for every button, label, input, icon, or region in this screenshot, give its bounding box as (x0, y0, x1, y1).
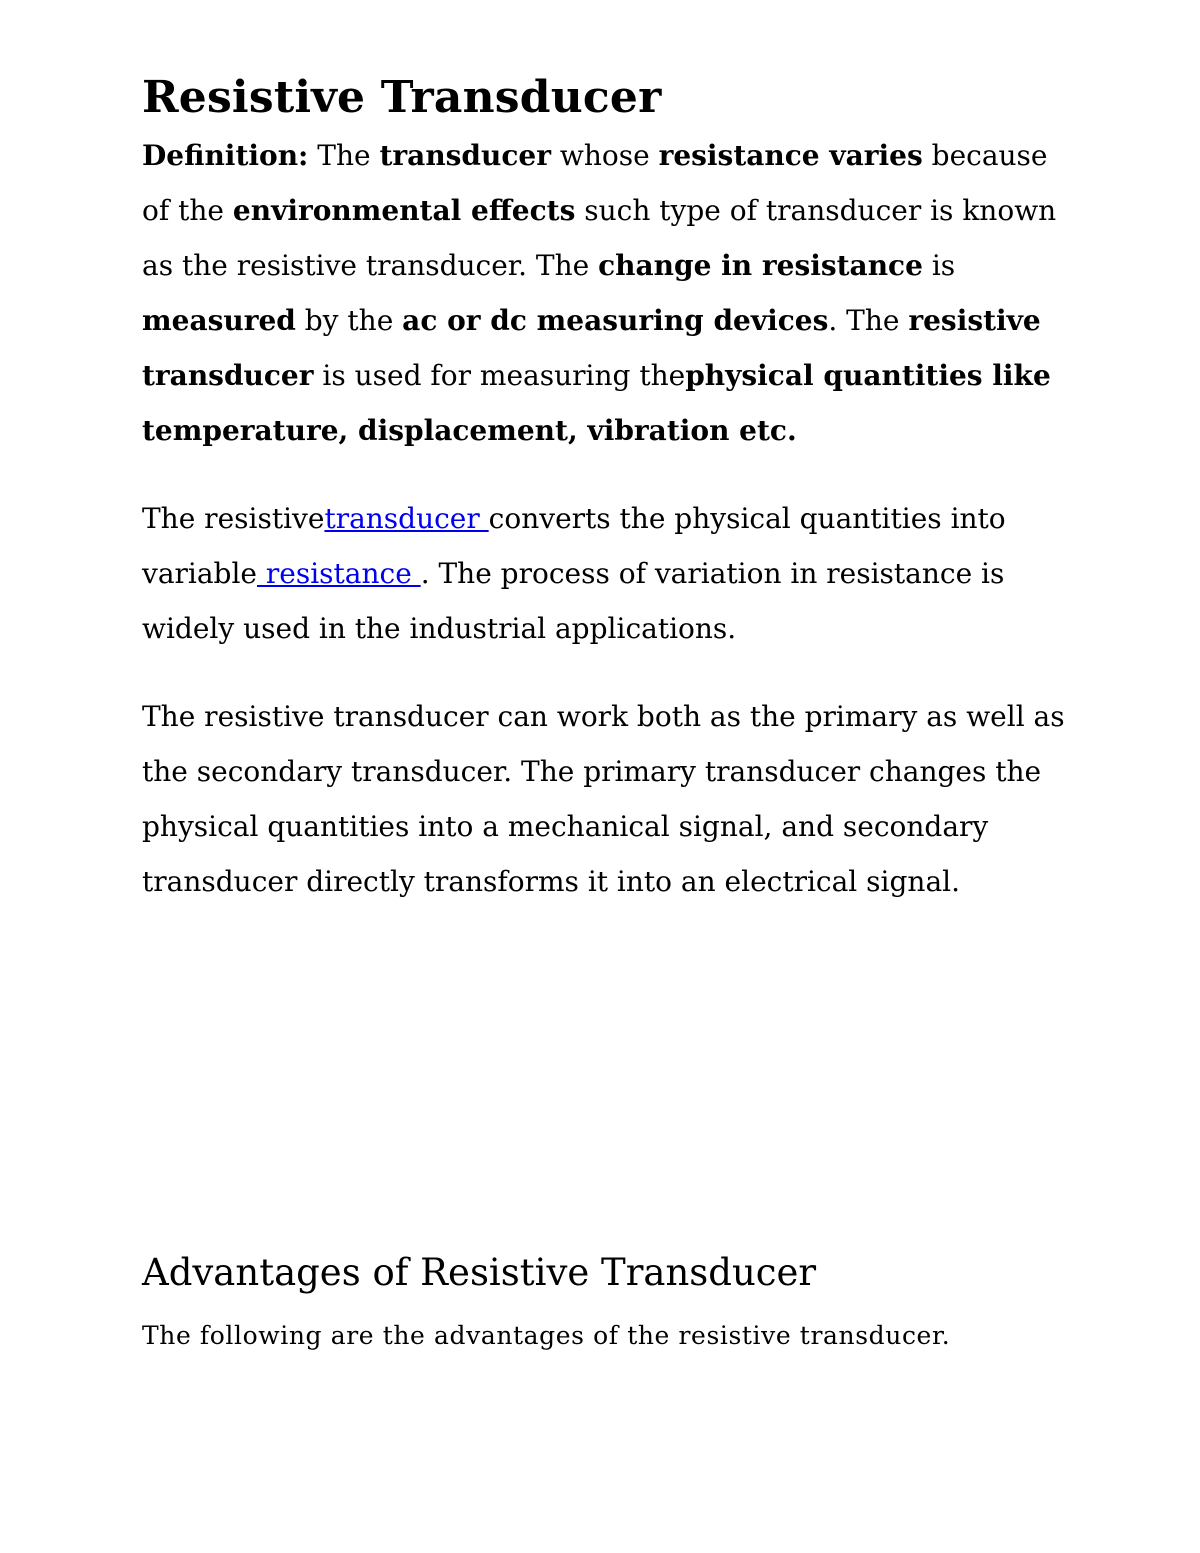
advantages-intro: The following are the advantages of the resistive transducer. (142, 1321, 951, 1350)
document-page (142, 68, 1067, 1350)
definition-bold-term: ac or dc measuring devices (402, 304, 829, 337)
definition-bold-term: resistance varies (658, 139, 923, 172)
definition-bold-term: resistive transducer (142, 304, 1041, 392)
primary-secondary-paragraph: The resistive transducer can work both as the primary as well as the secondary transducer. The primary transducer changes the physical quantities into a mechanical signal, and secondary transducer directly transforms it into an electrical signal. (142, 700, 1065, 898)
definition-text: because of the (142, 139, 1048, 227)
resistance-link[interactable]: resistance (257, 557, 421, 590)
definition-label: Definition: (142, 139, 309, 172)
paragraph-text: The resistive (142, 502, 325, 535)
definition-bold-term: transducer (379, 139, 551, 172)
definition-bold-term: physical quantities like temperature, displacement, vibration etc. (142, 359, 1051, 447)
advantages-heading: Advantages of Resistive Transducer (142, 1251, 817, 1294)
conversion-paragraph (142, 491, 1067, 656)
definition-text: is (922, 249, 956, 282)
definition-text: . The (828, 304, 909, 337)
definition-text: whose (550, 139, 659, 172)
paragraph-text: converts the physical quantities into variable (142, 502, 1006, 590)
definition-paragraph (142, 128, 1067, 458)
definition-bold-term: measured (142, 304, 296, 337)
transducer-link[interactable]: transducer (324, 502, 489, 535)
definition-text: The (308, 139, 380, 172)
definition-text: is used for measuring the (313, 359, 686, 392)
paragraph-text: . The process of variation in resistance is widely used in the industrial applications. (142, 557, 1005, 645)
definition-text: such type of transducer is known as the resistive transducer. The (142, 194, 1057, 282)
page-title: Resistive Transducer (142, 72, 662, 123)
definition-bold-term: change in resistance (598, 249, 923, 282)
definition-text: by the (295, 304, 403, 337)
definition-bold-term: environmental effects (232, 194, 576, 227)
